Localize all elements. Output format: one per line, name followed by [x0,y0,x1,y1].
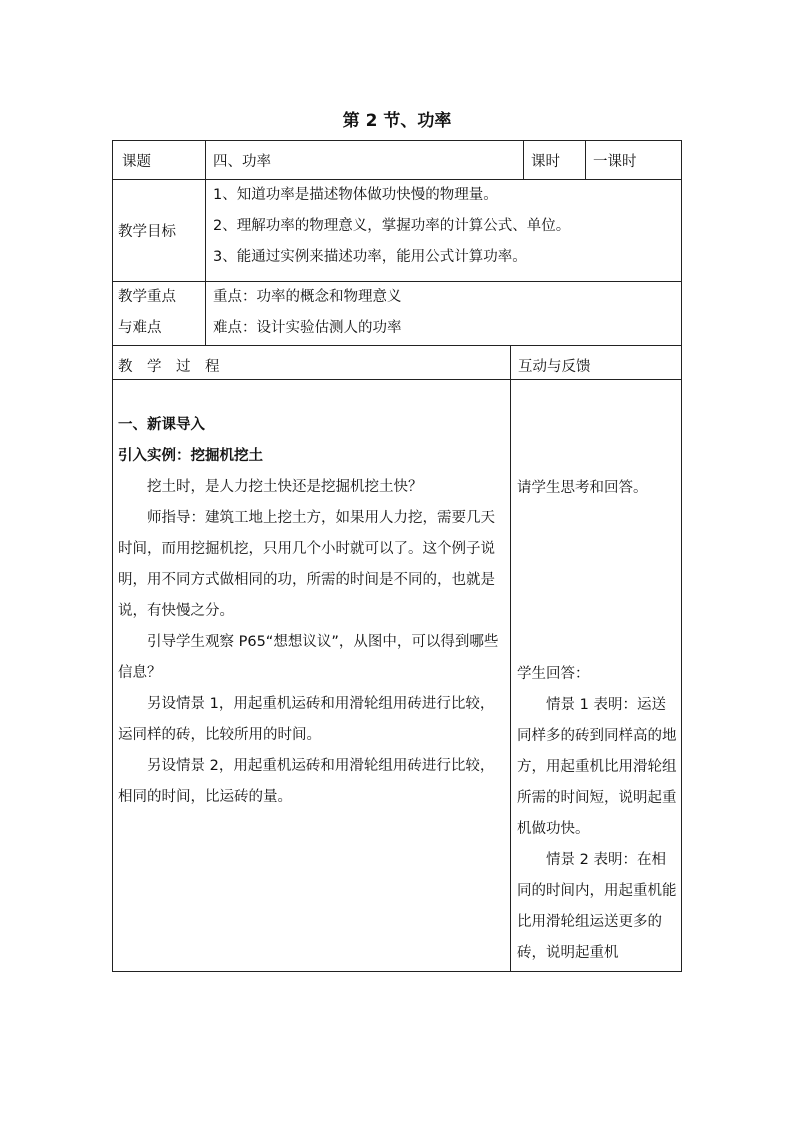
question-text: 挖土时，是人力挖土快还是挖掘机挖土快？ [147,479,423,495]
section-title: 一、新课导入 [118,417,205,433]
feedback-answers [517,659,677,970]
focus-point: 重点：功率的概念和物理意义 [213,289,402,305]
process-content [118,410,504,813]
guide-text: 师指导：建筑工地上挖土方，如果用人力挖，需要几天时间，而用挖掘机挖，只用几个小时就可以了。这个例子说明，用不同方式做相同的功，所需的时间是不同的，也就是说，有快慢之分。 [118,510,495,619]
topic-value: 四、功率 [213,154,271,170]
feedback-prompt [517,473,677,504]
process-header: 教 学 过 程 [118,359,220,375]
feedback-prompt-text: 请学生思考和回答。 [517,480,648,496]
hours-label: 课时 [531,154,560,170]
page-title: 第 2 节、功率 [342,111,452,131]
scene1-text: 另设情景 1，用起重机运砖和用滑轮组用砖进行比较，运同样的砖，比较所用的时间。 [118,696,495,743]
hours-value: 一课时 [593,154,637,170]
answer1-text: 情景 1 表明：运送同样多的砖到同样高的地方，用起重机比用滑轮组所需的时间短，说明起重机做功快。 [517,697,677,837]
difficulty-point: 难点：设计实验估测人的功率 [213,320,402,336]
example-title: 引入实例：挖掘机挖土 [118,448,263,464]
objectives-list [213,180,675,273]
topic-label: 课题 [122,154,151,170]
objective-item: 3、能通过实例来描述功率，能用公式计算功率。 [213,249,527,265]
objectives-label: 教学目标 [118,224,176,240]
scene2-text: 另设情景 2，用起重机运砖和用滑轮组用砖进行比较，相同的时间，比运砖的量。 [118,758,495,805]
objective-item: 1、知道功率是描述物体做功快慢的物理量。 [213,187,498,203]
key-points-label-line1: 教学重点 [118,289,176,305]
answer-label: 学生回答： [517,666,590,682]
objective-item: 2、理解功率的物理意义，掌握功率的计算公式、单位。 [213,218,571,234]
feedback-header: 互动与反馈 [518,359,591,375]
observe-text: 引导学生观察 P65“想想议议”，从图中，可以得到哪些信息？ [118,634,499,681]
answer2-text: 情景 2 表明：在相同的时间内，用起重机能比用滑轮组运送更多的砖，说明起重机 [517,852,677,961]
key-points-content [213,282,675,344]
key-points-label-line2: 与难点 [118,320,162,336]
key-points-label [118,282,176,344]
